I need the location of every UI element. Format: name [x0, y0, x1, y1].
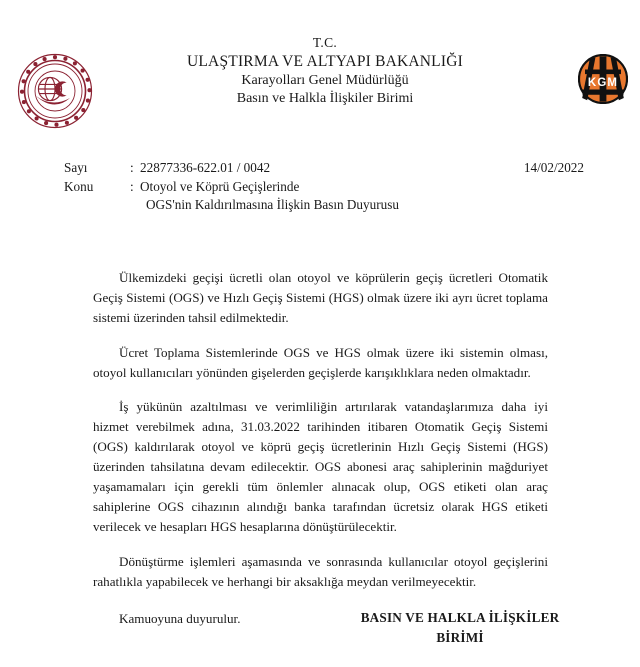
konu-value-line1: Otoyol ve Köprü Geçişlerinde	[140, 178, 300, 194]
meta-row-sayi	[64, 159, 584, 178]
body-paragraph-4: Dönüştürme işlemleri aşamasında ve sonrasında kullanıcılar otoyol geçişlerini rahatlıkla yapabilecek ve herhangi bir aksaklığa meydan verilmeyecektir.	[93, 553, 548, 589]
sayi-colon: :	[130, 160, 134, 175]
signature-line-2: BİRİMİ	[436, 630, 484, 646]
kgm-logo-icon	[578, 54, 628, 104]
konu-label: Konu	[64, 178, 94, 194]
konu-value-line2: OGS'nin Kaldırılmasına İlişkin Basın Duyurusu	[146, 197, 399, 213]
document-body	[93, 268, 548, 644]
svg-text:KGM: KGM	[587, 77, 619, 89]
meta-row-konu	[64, 178, 584, 197]
body-paragraph-1: Ülkemizdeki geçişi ücretli olan otoyol ve köprülerin geçiş ücretleri Otomatik Geçiş Sistemi (OGS) ve Hızlı Geçiş Sistemi (HGS) olmak üzere iki ayrı ücret toplama sistemi üzerinden tahsil edilmektedir.	[93, 270, 548, 325]
document-header	[0, 26, 640, 126]
header-tc: T.C.	[312, 35, 338, 50]
body-closing: Kamuoyuna duyurulur.	[119, 611, 241, 627]
signature-line-1: BASIN VE HALKLA İLİŞKİLER	[360, 610, 560, 625]
signature-block	[330, 608, 590, 649]
document-meta	[64, 159, 584, 215]
konu-colon: :	[130, 178, 134, 194]
header-department: Karayolları Genel Müdürlüğü	[241, 72, 409, 88]
body-paragraph-3: İş yükünün azaltılması ve verimliliğin artırılarak vatandaşlarımıza daha iyi hizmet verebilmek adına, 31.03.2022 tarihinden itibaren Otomatik Geçiş Sistemi (OGS) kaldırılarak otoyol ve köprü geçiş ücretlerinin Hızlı Geçiş Sistemi (HGS) üzerinden tahsilatına devam edilecektir. OGS abonesi araç sahiplerinin mağduriyet yaşamamaları için gerekli tüm önlemler alınacak olup, OGS etiketi olan araç sahiplerine OGS cihazının alındığı banka tarafından ücretsiz olarak HGS etiketi verilecek ve hesapları HGS hesaplarına dönüştürülecektir.	[93, 399, 548, 534]
header-ministry: ULAŞTIRMA VE ALTYAPI BAKANLIĞI	[187, 52, 463, 70]
ministry-seal-icon	[16, 52, 94, 130]
document-date: 14/02/2022	[523, 160, 584, 175]
header-title-block	[170, 34, 480, 108]
sayi-value: 22877336-622.01 / 0042	[140, 160, 271, 175]
header-unit: Basın ve Halkla İlişkiler Birimi	[236, 90, 414, 106]
sayi-label: Sayı	[64, 160, 88, 175]
body-paragraph-2: Ücret Toplama Sistemlerinde OGS ve HGS olmak üzere iki sistemin olması, otoyol kullanıcıları yönünden gişelerden geçişlerde karışıklıklara neden olmaktadır.	[93, 344, 548, 380]
